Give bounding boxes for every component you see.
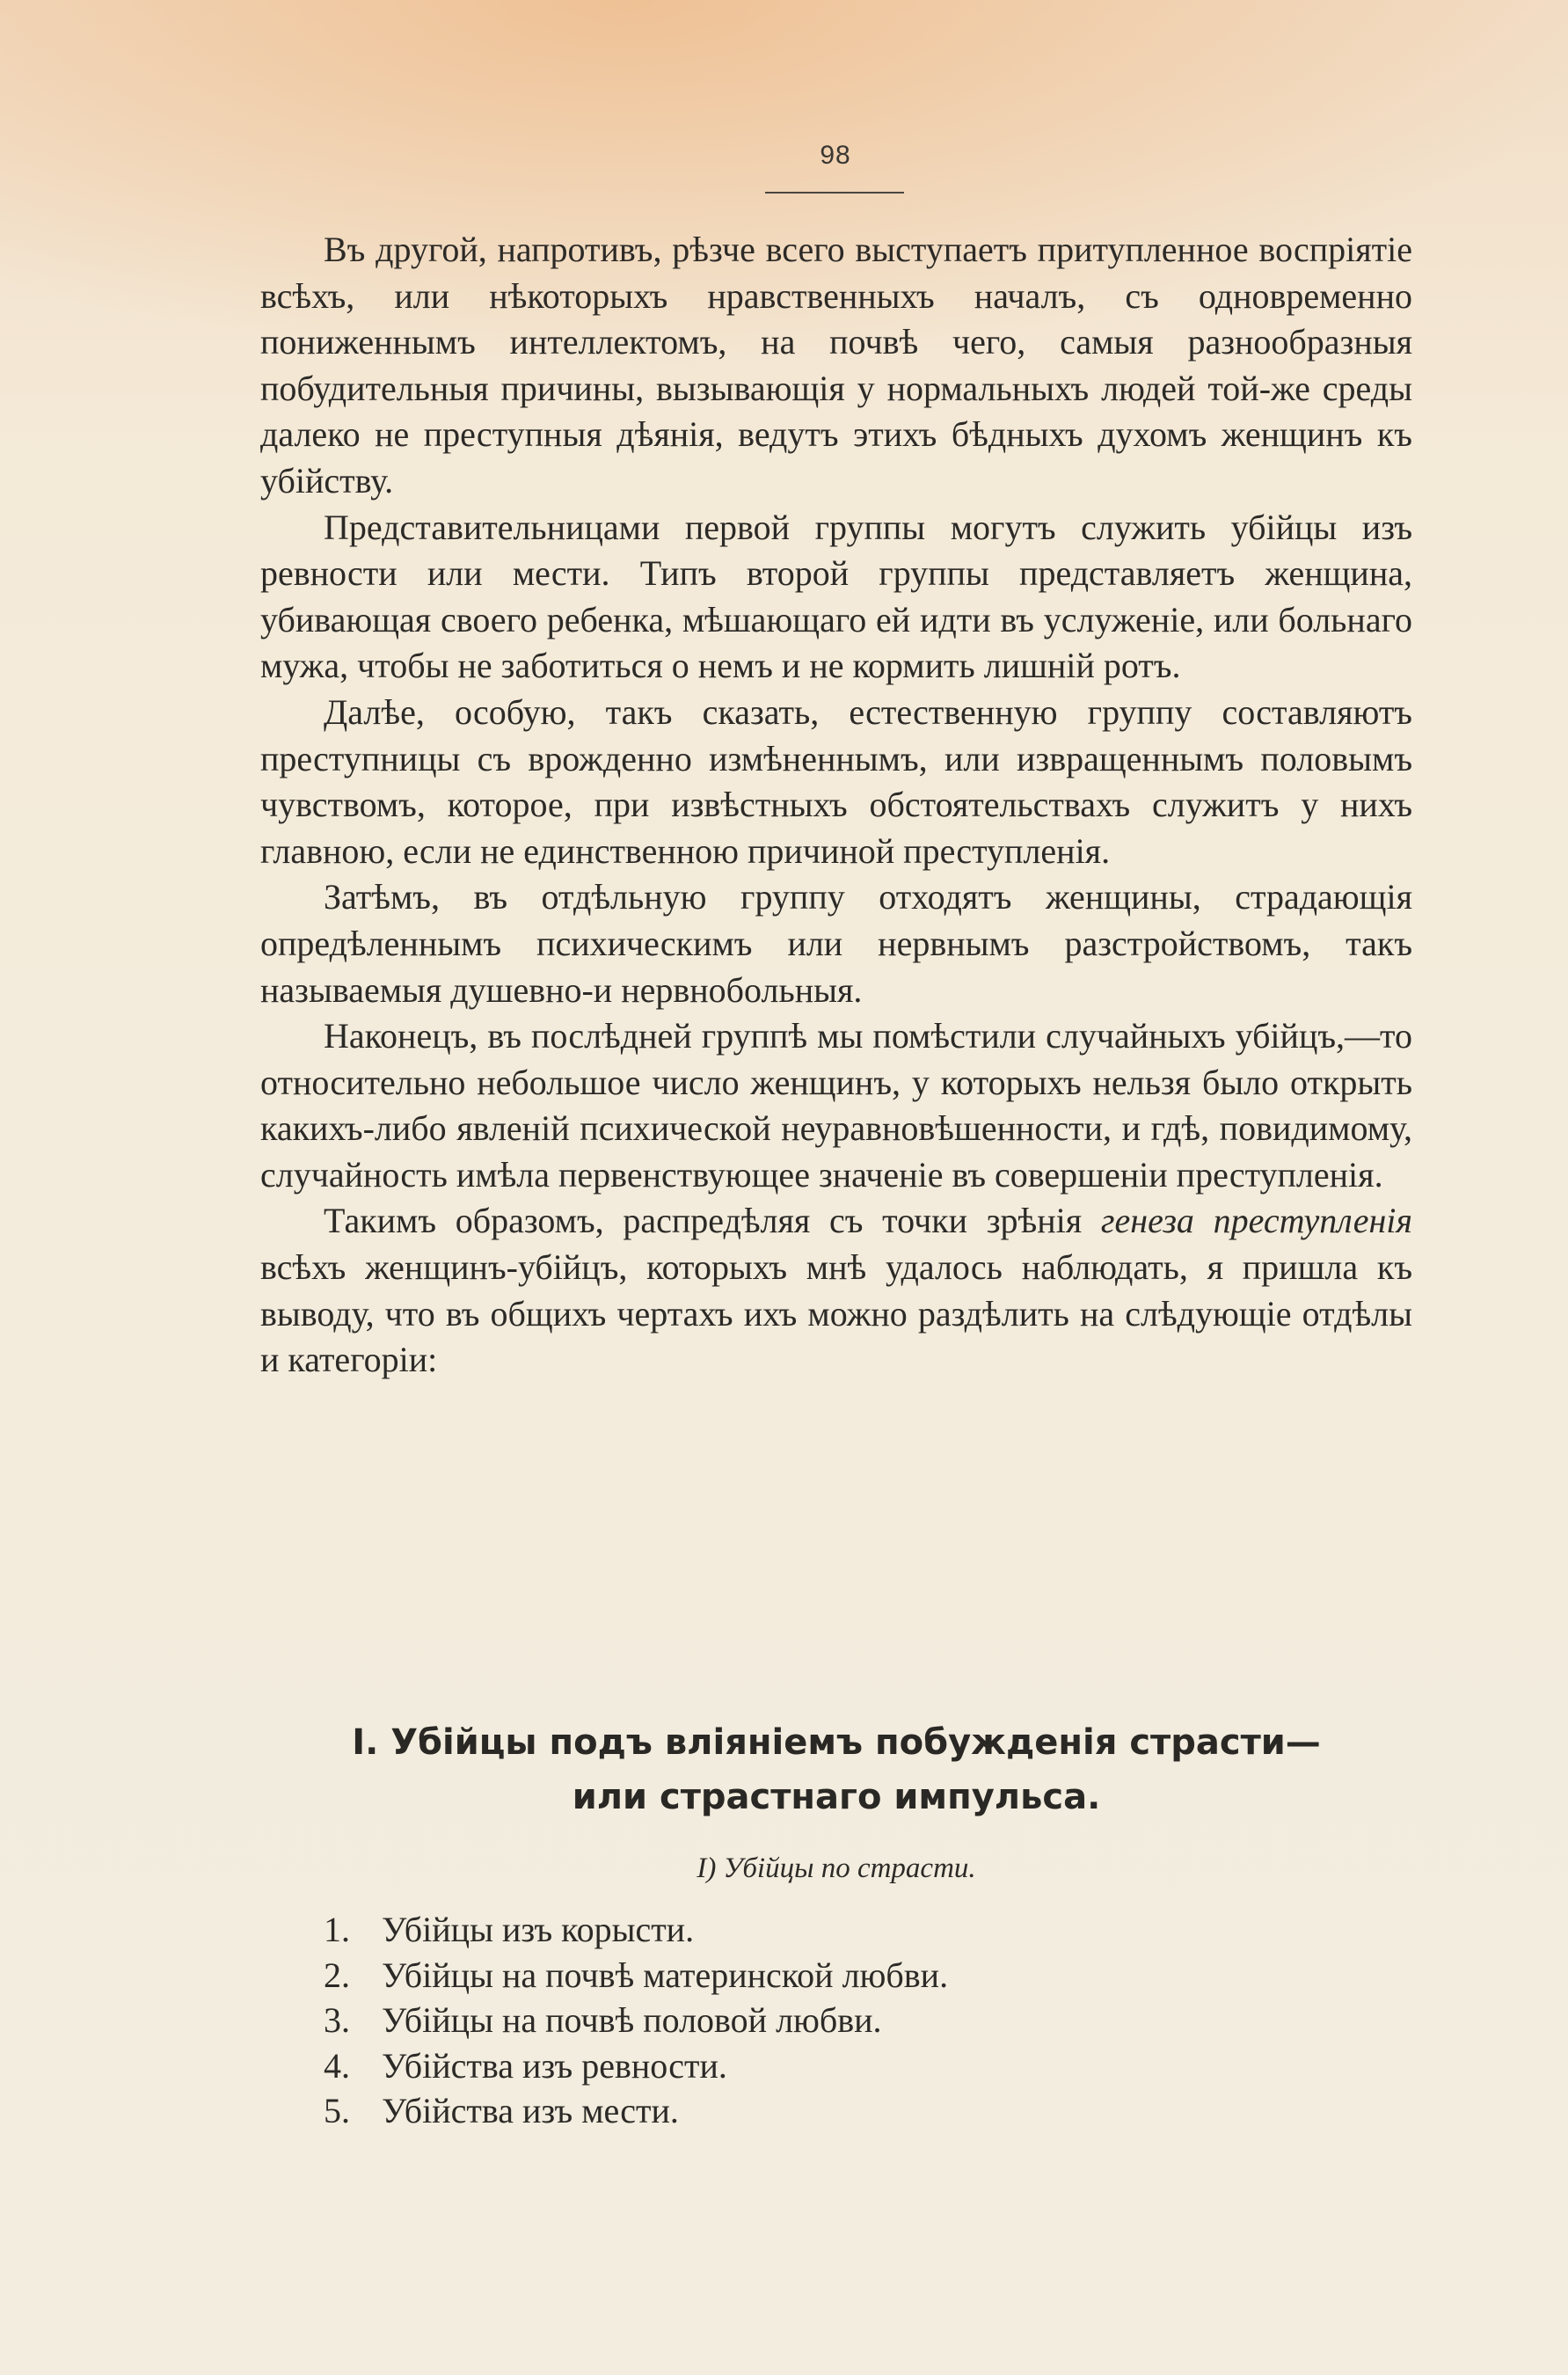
paragraph: Наконецъ, въ послѣдней группѣ мы помѣстили случайныхъ убійцъ,—то относительно небольшое число женщинъ, у которыхъ нельзя было открыть какихъ-либо явленій психической неуравновѣшенности, и гдѣ, повидимому, случайность имѣла первенствующее значеніе въ совершеніи преступленія.	[260, 1016, 1412, 1195]
list-number: 5.	[324, 2091, 350, 2130]
body-text	[260, 227, 1412, 1384]
paragraph	[260, 1198, 1412, 1383]
page-number-rule	[765, 192, 904, 194]
page-number: 98	[820, 141, 851, 170]
category-list	[324, 1907, 1379, 2134]
section-heading	[260, 1715, 1412, 1824]
list-text: Убійцы на почвѣ половой любви.	[382, 2000, 882, 2040]
italic-term: генеза преступленія	[1100, 1201, 1412, 1241]
paragraph-text: Такимъ образомъ, распредѣляя съ точки зрѣнія	[324, 1201, 1101, 1241]
list-item	[324, 1953, 1379, 1999]
list-item	[324, 1998, 1379, 2043]
subsection-heading: I) Убійцы по страсти.	[696, 1852, 976, 1884]
section-heading-line: I. Убійцы подъ вліяніемъ побужденія страсти—	[352, 1722, 1321, 1763]
paragraph: Представительницами первой группы могутъ служить убійцы изъ ревности или мести. Типъ второй группы представляетъ женщина, убивающая своего ребенка, мѣшающаго ей идти въ услуженіе, или больнаго мужа, чтобы не заботиться о немъ и не кормить лишній ротъ.	[260, 507, 1412, 686]
section-heading-line: или страстнаго импульса.	[572, 1777, 1101, 1817]
list-text: Убійцы изъ корысти.	[382, 1910, 695, 1949]
paragraph: Въ другой, напротивъ, рѣзче всего выступаетъ притупленное воспріятіе всѣхъ, или нѣкоторыхъ нравственныхъ началъ, съ одновременно пониженнымъ интеллектомъ, на почвѣ чего, самыя разнообразныя побудительныя причины, вызывающія у нормальныхъ людей той-же среды далеко не преступныя дѣянія, ведутъ этихъ бѣдныхъ духомъ женщинъ къ убійству.	[260, 230, 1412, 501]
list-item	[324, 2043, 1379, 2089]
list-number: 2.	[324, 1955, 350, 1995]
paragraph: Затѣмъ, въ отдѣльную группу отходятъ женщины, страдающія опредѣленнымъ психическимъ или нервнымъ разстройствомъ, такъ называемыя душевно-и нервнобольныя.	[260, 877, 1412, 1010]
list-text: Убійства изъ ревности.	[382, 2045, 727, 2086]
paragraph: Далѣе, особую, такъ сказать, естественную группу составляютъ преступницы съ врожденно измѣненнымъ, или извращеннымъ половымъ чувствомъ, которое, при извѣстныхъ обстоятельствахъ служитъ у нихъ главною, если не единственною причиной преступленія.	[260, 691, 1412, 871]
list-number: 1.	[324, 1910, 350, 1949]
list-number: 4.	[324, 2045, 350, 2086]
list-item	[324, 2088, 1379, 2134]
list-text: Убійства изъ мести.	[382, 2091, 679, 2130]
list-number: 3.	[324, 2000, 350, 2040]
list-item	[324, 1907, 1379, 1953]
paragraph-text: всѣхъ женщинъ-убійцъ, которыхъ мнѣ удалось наблюдать, я пришла къ выводу, что въ общихъ чертахъ ихъ можно раздѣлить на слѣдующіе отдѣлы и категоріи:	[260, 1247, 1412, 1380]
list-text: Убійцы на почвѣ материнской любви.	[382, 1955, 949, 1995]
